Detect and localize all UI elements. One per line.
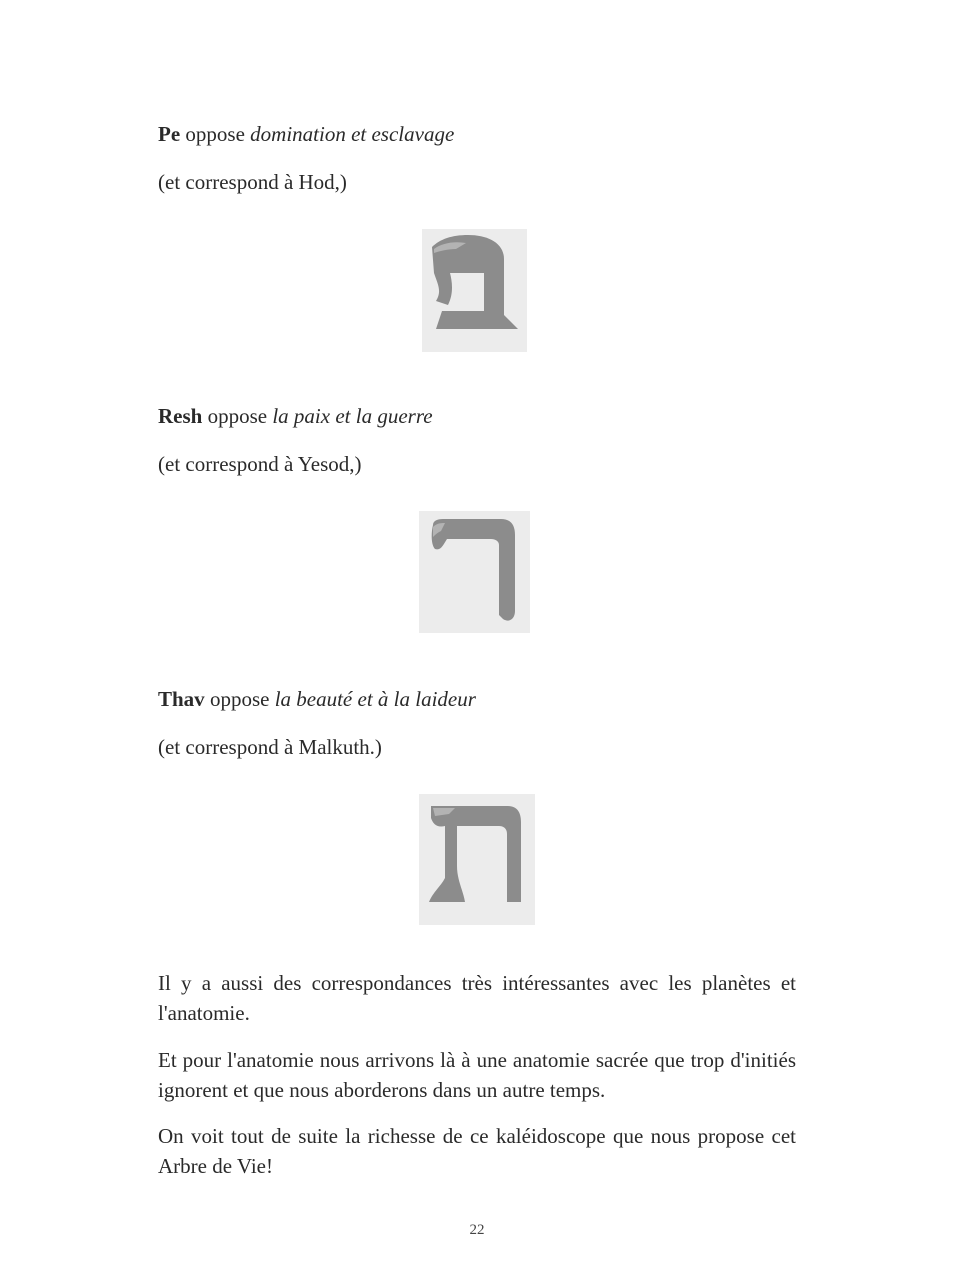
pe-glyph-svg [422,229,527,352]
paragraph-kaleidoscope: On voit tout de suite la richesse de ce kaléidoscope que nous propose cet Arbre de Vie! [158,1124,796,1178]
hebrew-letter-resh-icon [419,511,530,633]
paragraph-planets: Il y a aussi des correspondances très intéressantes avec les planètes et l'anatomie. [158,971,796,1025]
hebrew-letter-pe-icon [422,229,527,352]
entry-resh-correspondence: (et correspond à Yesod,) [158,452,362,476]
resh-glyph-svg [419,511,530,633]
letter-name: Resh [158,404,203,428]
thav-glyph-svg [419,794,535,925]
page-number: 22 [469,1222,485,1238]
verb: oppose [185,122,245,146]
hebrew-letter-thav-icon [419,794,535,925]
verb: oppose [207,404,268,428]
paragraph-anatomy: Et pour l'anatomie nous arrivons là à une anatomie sacrée que trop d'initiés ignorent et que nous aborderons dans un autre temps. [158,1048,796,1102]
theme: domination et esclavage [250,122,455,146]
letter-name: Thav [158,687,205,711]
letter-name: Pe [158,122,181,146]
entry-thav-heading [158,687,476,711]
entry-pe-heading [158,122,454,146]
theme: la beauté et à la laideur [274,687,476,711]
verb: oppose [209,687,270,711]
theme: la paix et la guerre [272,404,433,428]
entry-pe-correspondence: (et correspond à Hod,) [158,170,347,194]
entry-thav-correspondence: (et correspond à Malkuth.) [158,735,382,759]
entry-resh-heading [158,404,433,428]
